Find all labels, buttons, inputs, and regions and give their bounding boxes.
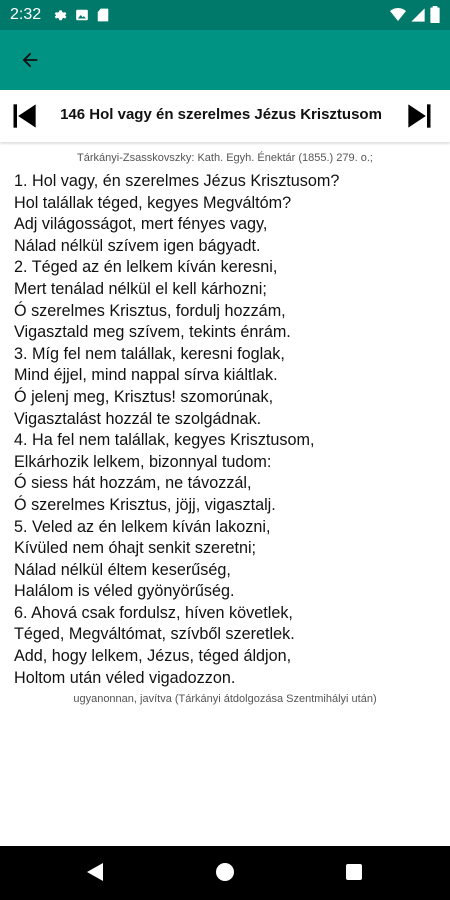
source-reference: Tárkányi-Zsasskovszky: Kath. Egyh. Énektár (1855.) 279. o.; [77,152,373,164]
lyric-line: Ó siess hát hozzám, ne távozzál, [14,474,252,493]
system-nav-bar [0,846,450,900]
home-circle-icon[interactable] [216,863,234,881]
lyric-line: Hol talállak téged, kegyes Megváltóm? [14,193,292,212]
lyric-line: Téged, Megváltómat, szívből szeretlek. [14,625,295,644]
back-button[interactable] [14,44,46,76]
lyric-line: 6. Ahová csak fordulsz, híven követlek, [14,603,293,622]
source-note: ugyanonnan, javítva (Tárkányi átdolgozása Szentmihályi után) [73,693,377,705]
battery-icon [430,6,440,23]
lyric-line: Kívüled nem óhajt senkit szeretni; [14,539,257,558]
arrow-left-icon [19,49,41,71]
song-nav-row [0,90,450,142]
lyric-line: 1. Hol vagy, én szerelmes Jézus Krisztusom? [14,172,340,190]
status-bar [0,0,450,30]
skip-next-icon [406,102,434,130]
lyric-line: Add, hogy lelkem, Jézus, téged áldjon, [14,647,292,666]
lyric-line: Ó jelenj meg, Krisztus! szomorúnak, [14,387,274,406]
status-time: 2:32 [10,6,42,23]
skip-previous-icon [10,102,38,130]
lyric-line: 2. Téged az én lelkem kíván keresni, [14,258,278,277]
lyric-line: Mert tenálad nélkül el kell kárhozni; [14,279,267,298]
lyric-line: Vigasztalást hozzál te szolgádnak. [14,409,262,428]
image-icon [75,8,89,22]
lyric-line: Ó szerelmes Krisztus, jöjj, vigasztalj. [14,495,276,514]
lyric-line: 5. Veled az én lelkem kíván lakozni, [14,517,271,536]
lyric-line: Vigasztald meg szívem, tekints énrám. [14,323,291,342]
lyric-line: Elkárhozik lelkem, bizonnyal tudom: [14,452,272,471]
app-bar [0,30,450,90]
lyric-line: Adj világosságot, mert fényes vagy, [14,215,268,234]
lyric-line: Halálom is véled gyönyörűség. [14,582,235,601]
status-icons-left [53,8,109,22]
sd-card-icon [97,8,109,22]
back-triangle-icon[interactable] [86,862,104,882]
song-title: 146 Hol vagy én szerelmes Jézus Krisztusom [60,106,382,123]
previous-song-button[interactable] [10,102,38,130]
lyric-line: Nálad nélkül éltem keserűség, [14,560,231,579]
lyrics-text [14,171,444,689]
status-icons-right [390,6,440,23]
gear-icon [53,8,67,22]
lyric-line: 3. Míg fel nem talállak, keresni foglak, [14,344,285,363]
lyric-line: Mind éjjel, mind nappal sírva kiáltlak. [14,366,278,385]
lyric-line: Ó szerelmes Krisztus, fordulj hozzám, [14,301,286,320]
next-song-button[interactable] [406,102,434,130]
lyric-line: 4. Ha fel nem talállak, kegyes Krisztusom, [14,431,315,450]
wifi-icon [390,7,406,23]
lyric-line: Nálad nélkül szívem igen bágyadt. [14,236,261,255]
recents-square-icon[interactable] [346,864,362,880]
signal-icon [410,7,426,23]
lyric-line: Holtom után véled vigadozzon. [14,668,236,687]
